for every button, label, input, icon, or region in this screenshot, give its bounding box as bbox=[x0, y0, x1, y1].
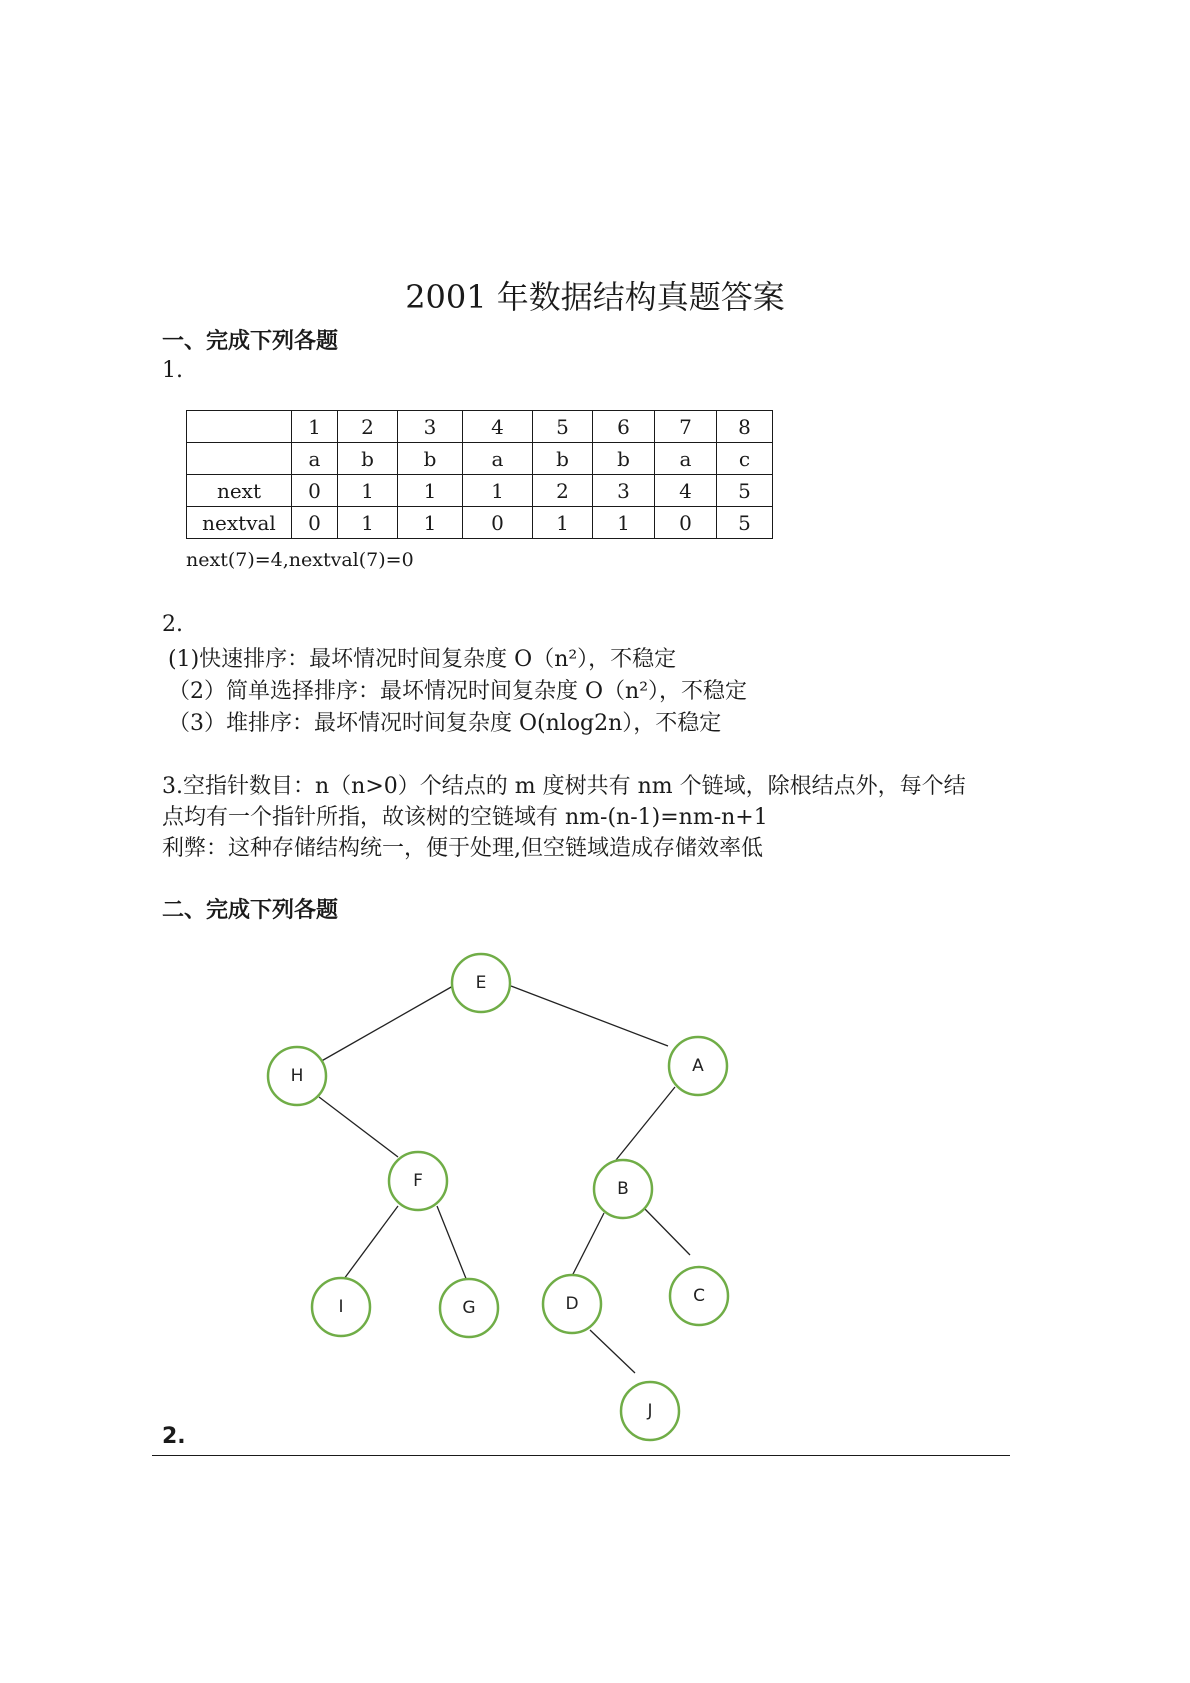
tree-node-label: F bbox=[413, 1171, 423, 1191]
table-cell: 4 bbox=[463, 411, 533, 443]
edge-f-i bbox=[341, 1206, 398, 1283]
table-cell: nextval bbox=[187, 507, 292, 539]
tree-nodes bbox=[268, 954, 728, 1440]
edge-f-g bbox=[437, 1206, 467, 1281]
table-cell: 0 bbox=[655, 507, 717, 539]
table-cell: 2 bbox=[338, 411, 398, 443]
section2-q2-number: 2. bbox=[162, 1424, 186, 1449]
q3-line-1: 3.空指针数目：n（n>0）个结点的 m 度树共有 nm 个链域，除根结点外，每个结 bbox=[162, 774, 966, 799]
table-cell: a bbox=[292, 443, 338, 475]
page-title: 2001 年数据结构真题答案 bbox=[405, 278, 785, 316]
table-cell: 4 bbox=[655, 475, 717, 507]
table-cell: 0 bbox=[292, 475, 338, 507]
table-cell: 3 bbox=[398, 411, 463, 443]
table-cell: b bbox=[593, 443, 655, 475]
edge-h-f bbox=[319, 1097, 398, 1157]
q2-line-2: （2）简单选择排序：最坏情况时间复杂度 O（n²），不稳定 bbox=[168, 679, 748, 704]
table-cell: 5 bbox=[717, 475, 773, 507]
q3-line-3: 利弊：这种存储结构统一，便于处理,但空链域造成存储效率低 bbox=[162, 836, 763, 861]
table-cell: 1 bbox=[292, 411, 338, 443]
q2-number: 2. bbox=[162, 612, 183, 637]
table-cell: 1 bbox=[533, 507, 593, 539]
tree-node-label: A bbox=[692, 1056, 704, 1076]
table-cell: b bbox=[398, 443, 463, 475]
table-cell: b bbox=[533, 443, 593, 475]
tree-node-label: I bbox=[338, 1297, 344, 1317]
table-cell: next bbox=[187, 475, 292, 507]
edge-e-h bbox=[318, 986, 453, 1063]
q1-number: 1. bbox=[162, 358, 183, 383]
table-cell: 1 bbox=[398, 475, 463, 507]
table-cell: 6 bbox=[593, 411, 655, 443]
table-cell: b bbox=[338, 443, 398, 475]
table-cell: 1 bbox=[398, 507, 463, 539]
table-cell: 1 bbox=[463, 475, 533, 507]
table-cell: 5 bbox=[533, 411, 593, 443]
table-cell: 8 bbox=[717, 411, 773, 443]
table-cell: 1 bbox=[338, 475, 398, 507]
table-cell: 0 bbox=[463, 507, 533, 539]
tree-node-label: D bbox=[565, 1294, 579, 1314]
table-cell: a bbox=[463, 443, 533, 475]
edge-e-a bbox=[511, 986, 668, 1046]
tree-node-label: C bbox=[693, 1286, 705, 1306]
section2-heading: 二、完成下列各题 bbox=[162, 898, 339, 923]
tree-node-label: J bbox=[647, 1401, 653, 1421]
edge-a-b bbox=[616, 1087, 675, 1160]
horizontal-rule bbox=[152, 1455, 1010, 1456]
edge-b-c bbox=[643, 1207, 690, 1255]
tree-node-label: G bbox=[462, 1298, 476, 1318]
table-cell: a bbox=[655, 443, 717, 475]
table-cell: 5 bbox=[717, 507, 773, 539]
table-cell: 7 bbox=[655, 411, 717, 443]
tree-node-label: E bbox=[475, 973, 487, 993]
edge-d-j bbox=[590, 1330, 635, 1373]
q3-line-2: 点均有一个指针所指，故该树的空链域有 nm-(n-1)=nm-n+1 bbox=[162, 805, 768, 830]
table-cell: 0 bbox=[292, 507, 338, 539]
table-cell: c bbox=[717, 443, 773, 475]
table-cell: 1 bbox=[338, 507, 398, 539]
edge-b-d bbox=[570, 1213, 604, 1280]
table-cell: 3 bbox=[593, 475, 655, 507]
tree-node-label: H bbox=[290, 1066, 304, 1086]
q1-note: next(7)=4,nextval(7)=0 bbox=[186, 549, 414, 571]
tree-node-label: B bbox=[617, 1179, 629, 1199]
q2-line-3: （3）堆排序：最坏情况时间复杂度 O(nlog2n），不稳定 bbox=[168, 711, 722, 736]
table-cell: 1 bbox=[593, 507, 655, 539]
q2-line-1: (1)快速排序：最坏情况时间复杂度 O（n²），不稳定 bbox=[168, 647, 677, 672]
table-cell: 2 bbox=[533, 475, 593, 507]
section1-heading: 一、完成下列各题 bbox=[162, 329, 339, 354]
